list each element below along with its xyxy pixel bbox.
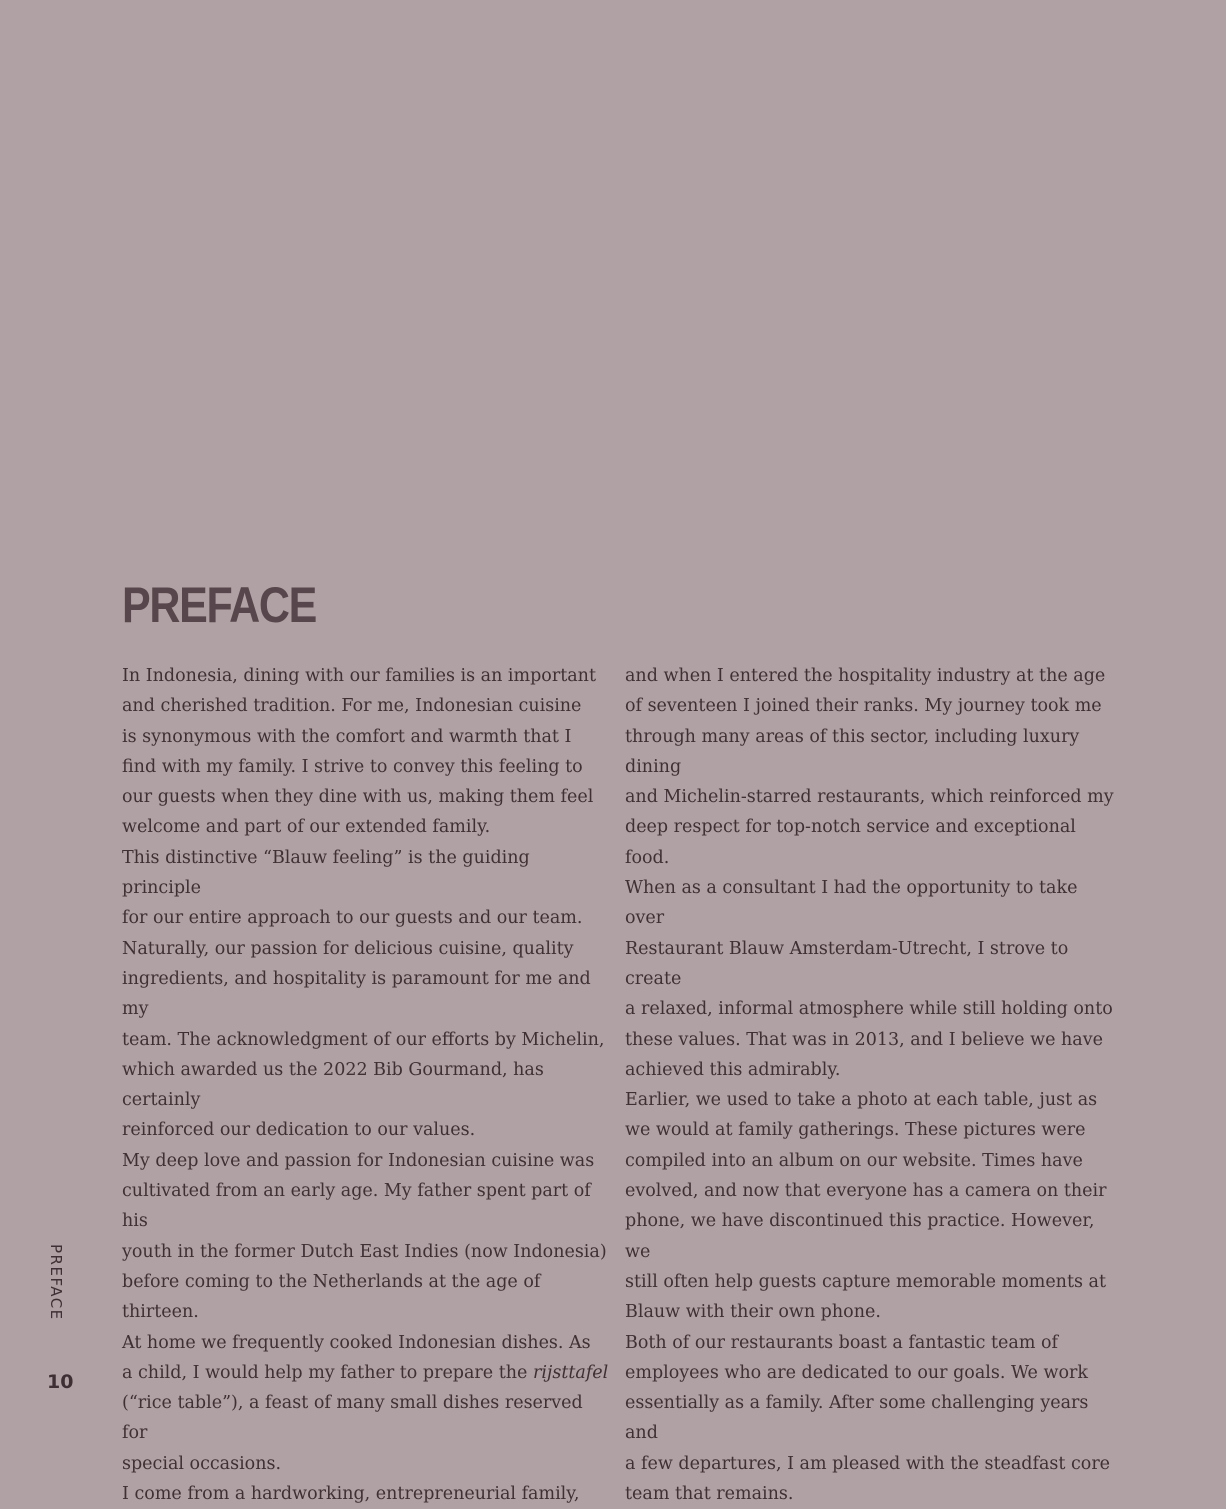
paragraph-text: My deep love and passion for Indonesian cuisine was cultivated from an early age. My father spent part of his youth in the former Dutch East Indies (now Indonesia) before coming to the Netherlands at the age of thirteen. At home we frequently cooked Indonesian dishes. As [122, 1150, 607, 1353]
paragraph: When as a consultant I had the opportunity to take over Restaurant Blauw Amsterdam-Utrecht, I strove to create a relaxed, informal atmosphere while still holding onto these values. That was in 2013, and I believe we have achieved this admirably. [625, 878, 1113, 1080]
paragraph: I come from a hardworking, entrepreneurial family, [122, 1484, 580, 1505]
paragraph-text: (“rice table”), a feast of many small dishes reserved for special occasions. [122, 1393, 583, 1474]
paragraph: and when I entered the hospitality industry at the age of seventeen I joined their ranks. My journey took me through many areas of this sector, including luxury dining and Michelin-starred restaurants, which reinforced my deep respect for top-notch service and exceptional food. [625, 666, 1114, 868]
paragraph: This distinctive “Blauw feeling” is the guiding principle for our entire approach to our guests and our team. Naturally, our passion for delicious cuisine, quality ingredients, and hospitality is paramount for me and my team. The acknowledgment of our efforts by Michelin, which awarded us the 2022 Bib Gourmand, has certainly reinforced our dedication to our values. [122, 847, 605, 1141]
right-text-column [625, 661, 1115, 1509]
running-section-label: PREFACE [47, 1244, 65, 1321]
left-text-column [122, 661, 612, 1509]
paragraph: Both of our restaurants boast a fantastic team of employees who are dedicated to our goals. We work essentially as a family. After some challenging years and a few departures, I am pleased with the steadfast core team that remains. [625, 1332, 1111, 1505]
paragraph: Earlier, we used to take a photo at each table, just as we would at family gatherings. These pictures were compiled into an album on our website. Times have evolved, and now that everyone has a camera on their phone, we have discontinued this practice. However, we still often help guests capture memorable moments at Blauw with their own phone. [625, 1090, 1107, 1323]
page-number: 10 [47, 1371, 74, 1393]
paragraph: In Indonesia, dining with our families is an important and cherished tradition. For me, Indonesian cuisine is synonymous with the comfort and warmth that I find with my family. I strive to convey this feeling to our guests when they dine with us, making them feel welcome and part of our extended family. [122, 666, 596, 838]
page-title: PREFACE [122, 577, 317, 633]
paragraph [122, 1146, 612, 1479]
paragraph-text: a child, I would help my father to prepare the [122, 1362, 533, 1383]
italic-term: rijsttafel [532, 1362, 609, 1383]
